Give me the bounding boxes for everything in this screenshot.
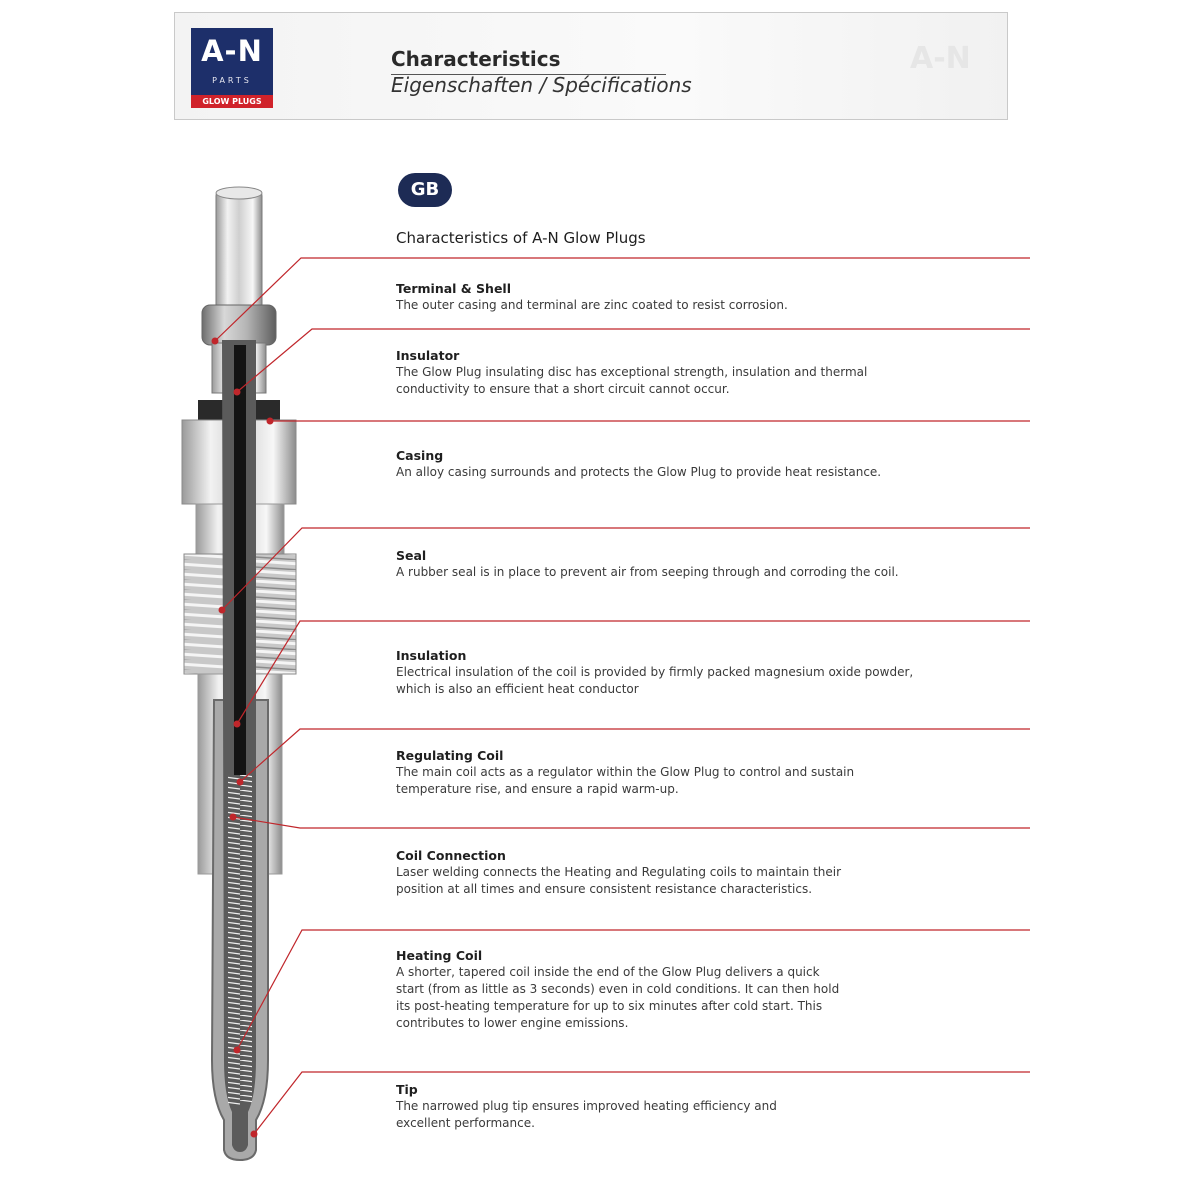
item-title: Tip [396, 1082, 418, 1097]
watermark-logo: A-N [910, 41, 971, 76]
item-description: The narrowed plug tip ensures improved heating efficiency and excellent performance. [396, 1099, 777, 1130]
item-description: A rubber seal is in place to prevent air from seeping through and corroding the coil. [396, 565, 899, 579]
item-title: Terminal & Shell [396, 281, 511, 296]
item-title: Insulator [396, 348, 460, 363]
characteristic-item [396, 647, 916, 698]
language-badge: GB [398, 173, 452, 207]
item-description: A shorter, tapered coil inside the end of the Glow Plug delivers a quick start (from as little as 3 seconds) even in cold conditions. It can then hold its post-heating temperature for up to six minutes after cold start. This contributes to lower engine emissions. [396, 965, 840, 1030]
characteristic-item [396, 547, 916, 581]
item-description: Electrical insulation of the coil is provided by firmly packed magnesium oxide powder, which is also an efficient heat conductor [396, 665, 914, 696]
center-rod [234, 345, 246, 775]
item-description: The Glow Plug insulating disc has exceptional strength, insulation and thermal conductivity to ensure that a short circuit cannot occur. [396, 365, 868, 396]
page-subtitle: Eigenschaften / Spécifications [391, 73, 692, 97]
logo-glow-plugs-bar: GLOW PLUGS [191, 95, 273, 108]
item-title: Heating Coil [396, 948, 483, 963]
characteristic-item [396, 747, 916, 798]
section-heading: Characteristics of A-N Glow Plugs [396, 229, 646, 247]
item-title: Insulation [396, 648, 467, 663]
heating-coil [228, 775, 252, 1105]
item-title: Regulating Coil [396, 748, 504, 763]
item-description: The outer casing and terminal are zinc coated to resist corrosion. [396, 298, 788, 312]
item-description: Laser welding connects the Heating and Regulating coils to maintain their position at all times and ensure consistent resistance characteristics. [396, 865, 842, 896]
page-title: Characteristics [391, 47, 561, 71]
logo-sub-text: PARTS [212, 76, 252, 85]
characteristic-item [396, 947, 846, 1032]
item-title: Coil Connection [396, 848, 506, 863]
item-title: Casing [396, 448, 444, 463]
characteristic-item [396, 347, 916, 398]
characteristic-item [396, 447, 916, 481]
item-description: The main coil acts as a regulator within the Glow Plug to control and sustain temperature rise, and ensure a rapid warm-up. [396, 765, 855, 796]
item-title: Seal [396, 548, 427, 563]
characteristic-item [396, 1081, 816, 1132]
logo-main-text: A-N [201, 34, 263, 68]
characteristic-item [396, 280, 916, 314]
characteristic-item [396, 847, 866, 898]
item-description: An alloy casing surrounds and protects the Glow Plug to provide heat resistance. [396, 465, 882, 479]
terminal-pin [216, 187, 262, 310]
